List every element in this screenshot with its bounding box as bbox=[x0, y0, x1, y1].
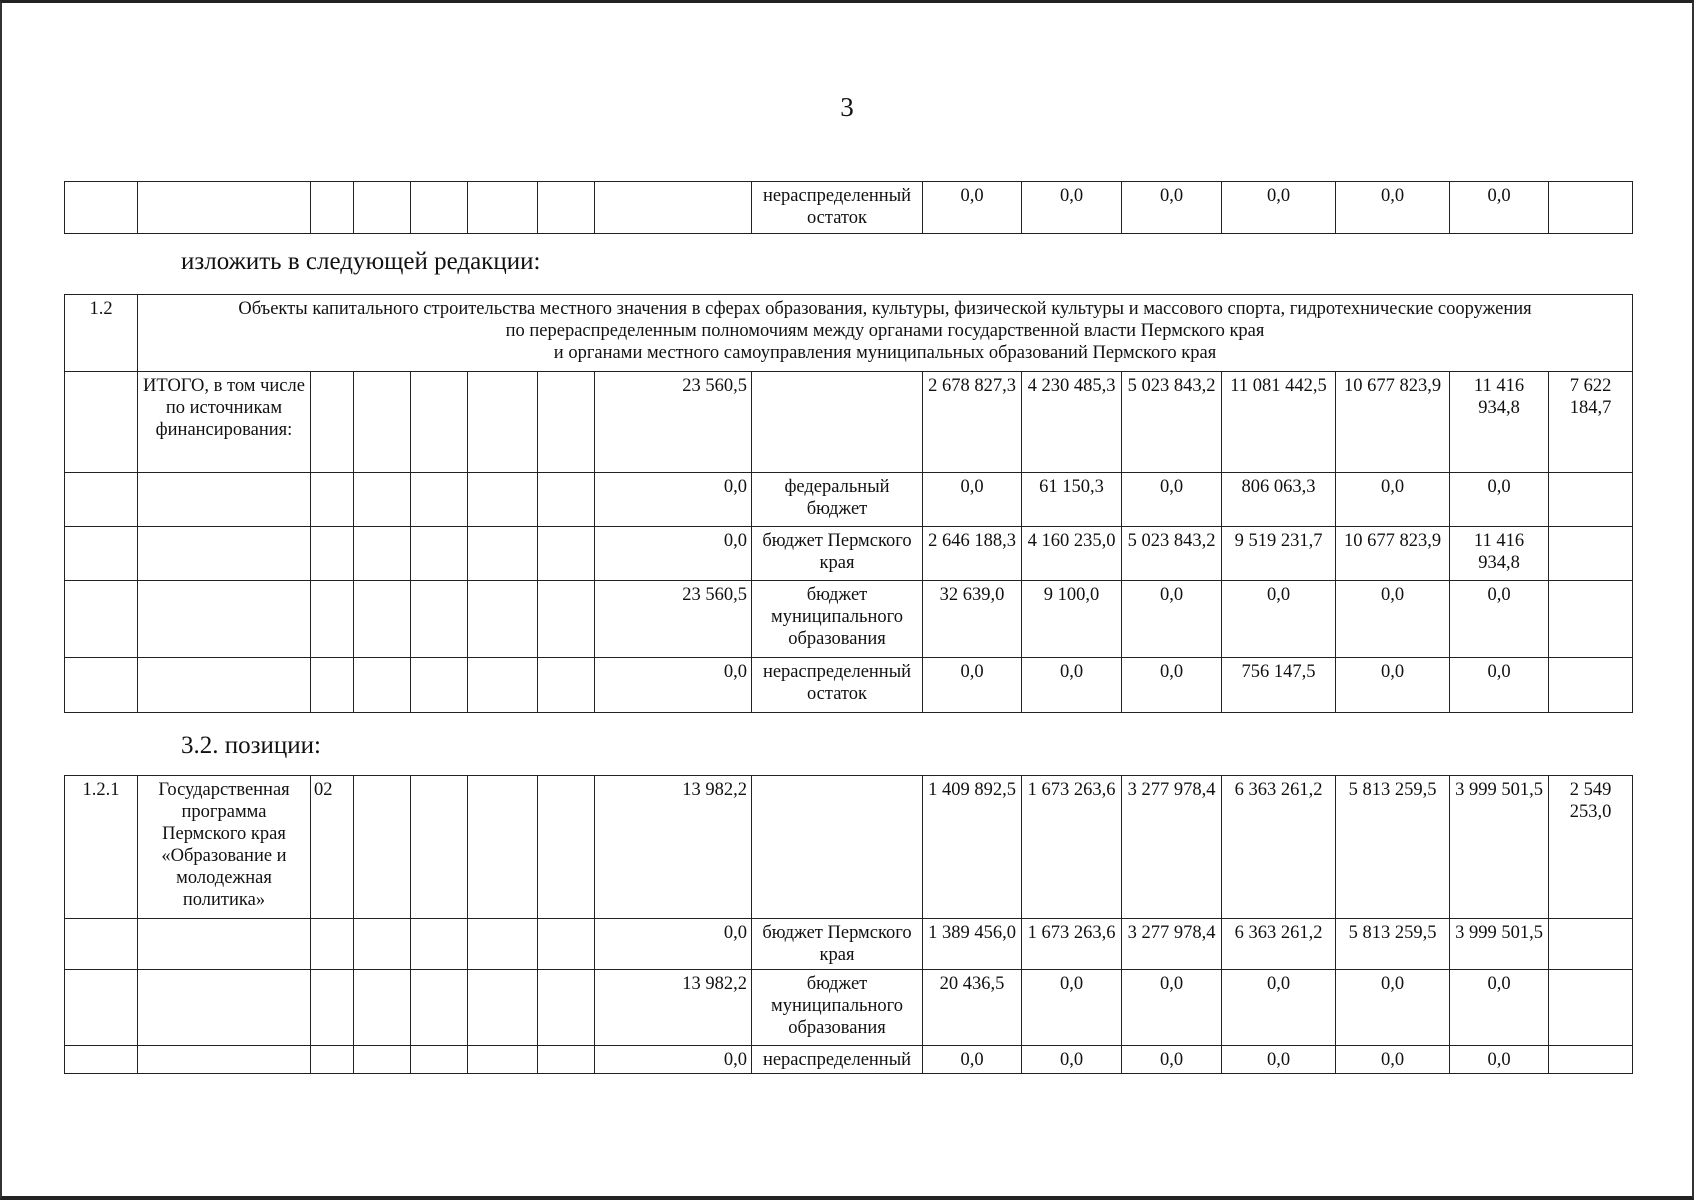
cell-value: 1 673 263,6 bbox=[1022, 776, 1122, 919]
cell-value bbox=[1549, 658, 1633, 713]
table-row bbox=[65, 372, 1633, 473]
cell-value: 5 813 259,5 bbox=[1336, 919, 1450, 970]
cell-value: 0,0 bbox=[1122, 182, 1222, 234]
cell-source: федеральный бюджет bbox=[752, 473, 923, 527]
cell-name bbox=[138, 527, 311, 581]
cell-value: 11 416 934,8 bbox=[1450, 527, 1549, 581]
cell-value: 0,0 bbox=[1450, 182, 1549, 234]
cell-value bbox=[1549, 473, 1633, 527]
title-line: Объекты капитального строительства местного значения в сферах образования, культуры, физической культуры и массового спорта, гидротехнические сооружения bbox=[238, 299, 1532, 319]
cell-value: 5 023 843,2 bbox=[1122, 527, 1222, 581]
cell-name bbox=[138, 581, 311, 658]
cell-value: 1 409 892,5 bbox=[923, 776, 1022, 919]
cell-value: 9 519 231,7 bbox=[1222, 527, 1336, 581]
cell-program-code bbox=[311, 1046, 354, 1074]
cell-value: 0,0 bbox=[923, 658, 1022, 713]
cell-value: 0,0 bbox=[1222, 1046, 1336, 1074]
cell-value: 0,0 bbox=[923, 1046, 1022, 1074]
cell-value: 10 677 823,9 bbox=[1336, 527, 1450, 581]
cell-source bbox=[752, 372, 923, 473]
table-row bbox=[65, 473, 1633, 527]
table-row bbox=[65, 581, 1633, 658]
positions-table bbox=[64, 775, 1633, 1074]
cell-blank bbox=[311, 473, 354, 527]
cell-blank bbox=[354, 658, 411, 713]
cell-blank bbox=[468, 473, 538, 527]
cell-value: 1 673 263,6 bbox=[1022, 919, 1122, 970]
cell-blank bbox=[538, 1046, 595, 1074]
cell-value: 6 363 261,2 bbox=[1222, 776, 1336, 919]
cell-value: 0,0 bbox=[1022, 182, 1122, 234]
cell-blank bbox=[468, 581, 538, 658]
instruction-heading: изложить в следующей редакции: bbox=[181, 248, 541, 275]
cell-blank bbox=[468, 1046, 538, 1074]
section-title bbox=[138, 295, 1633, 372]
cell-blank bbox=[538, 776, 595, 919]
cell-value bbox=[1549, 182, 1633, 234]
cell-value: 5 023 843,2 bbox=[1122, 372, 1222, 473]
cell-value: 0,0 bbox=[1336, 970, 1450, 1046]
cell-value: 7 622 184,7 bbox=[1549, 372, 1633, 473]
cell-value: 2 646 188,3 bbox=[923, 527, 1022, 581]
cell-value: 0,0 bbox=[1336, 473, 1450, 527]
cell-blank bbox=[354, 1046, 411, 1074]
cell-code bbox=[65, 527, 138, 581]
cell-value: 0,0 bbox=[1222, 581, 1336, 658]
cell-value: 0,0 bbox=[1022, 658, 1122, 713]
cell-value bbox=[1549, 970, 1633, 1046]
cell-code bbox=[65, 919, 138, 970]
cell-value bbox=[1549, 1046, 1633, 1074]
cell-value: 5 813 259,5 bbox=[1336, 776, 1450, 919]
cell-sum: 23 560,5 bbox=[595, 372, 752, 473]
cell-program-code: 02 bbox=[311, 776, 354, 919]
table-row bbox=[65, 776, 1633, 919]
cell-value: 10 677 823,9 bbox=[1336, 372, 1450, 473]
cell-blank bbox=[411, 527, 468, 581]
cell-code bbox=[65, 658, 138, 713]
cell-blank bbox=[538, 581, 595, 658]
cell-blank bbox=[538, 473, 595, 527]
cell-blank bbox=[411, 1046, 468, 1074]
cell-value: 0,0 bbox=[1336, 1046, 1450, 1074]
cell-blank bbox=[411, 658, 468, 713]
cell-value: 0,0 bbox=[923, 473, 1022, 527]
cell-code: 1.2.1 bbox=[65, 776, 138, 919]
section-code: 1.2 bbox=[65, 295, 138, 372]
cell-blank bbox=[311, 372, 354, 473]
cell-blank bbox=[411, 182, 468, 234]
cell-source: бюджет муниципального образования bbox=[752, 970, 923, 1046]
cell-value: 3 277 978,4 bbox=[1122, 776, 1222, 919]
cell-value: 0,0 bbox=[1122, 970, 1222, 1046]
cell-value: 11 416 934,8 bbox=[1450, 372, 1549, 473]
cell-source: бюджет Пермского края bbox=[752, 527, 923, 581]
cell-name bbox=[138, 919, 311, 970]
cell-value: 0,0 bbox=[1450, 473, 1549, 527]
cell-value: 0,0 bbox=[1336, 658, 1450, 713]
cell-value: 4 160 235,0 bbox=[1022, 527, 1122, 581]
cell-value: 32 639,0 bbox=[923, 581, 1022, 658]
cell-blank bbox=[538, 372, 595, 473]
table-row bbox=[65, 919, 1633, 970]
cell-name bbox=[138, 970, 311, 1046]
cell-blank bbox=[538, 658, 595, 713]
cell-value: 20 436,5 bbox=[923, 970, 1022, 1046]
cell-name: Государственная программа Пермского края «Образование и молодежная политика» bbox=[138, 776, 311, 919]
cell-blank bbox=[468, 372, 538, 473]
cell-value bbox=[1549, 527, 1633, 581]
cell-value: 0,0 bbox=[1450, 970, 1549, 1046]
cell-sum: 23 560,5 bbox=[595, 581, 752, 658]
cell-value: 0,0 bbox=[1336, 581, 1450, 658]
cell-blank bbox=[411, 970, 468, 1046]
cell-blank bbox=[411, 581, 468, 658]
cell-blank bbox=[538, 527, 595, 581]
cell-value: 3 999 501,5 bbox=[1450, 919, 1549, 970]
cell-program-code bbox=[311, 919, 354, 970]
cell-sum: 13 982,2 bbox=[595, 970, 752, 1046]
cell-blank bbox=[354, 581, 411, 658]
cell-blank bbox=[538, 919, 595, 970]
cell-blank bbox=[411, 776, 468, 919]
cell-value: 0,0 bbox=[1222, 970, 1336, 1046]
cell-blank bbox=[354, 919, 411, 970]
cell-blank bbox=[468, 182, 538, 234]
cell-value: 61 150,3 bbox=[1022, 473, 1122, 527]
cell-sum bbox=[595, 182, 752, 234]
title-line: и органами местного самоуправления муниципальных образований Пермского края bbox=[553, 343, 1217, 363]
cell-blank bbox=[354, 970, 411, 1046]
cell-blank bbox=[311, 182, 354, 234]
cell-code bbox=[65, 1046, 138, 1074]
cell-blank bbox=[354, 473, 411, 527]
cell-value: 9 100,0 bbox=[1022, 581, 1122, 658]
cell-blank bbox=[354, 182, 411, 234]
cell-blank bbox=[411, 473, 468, 527]
cell-name bbox=[138, 473, 311, 527]
cell-code bbox=[65, 473, 138, 527]
cell-blank bbox=[468, 970, 538, 1046]
cell-value: 806 063,3 bbox=[1222, 473, 1336, 527]
cell-blank bbox=[468, 658, 538, 713]
cell-value: 2 549 253,0 bbox=[1549, 776, 1633, 919]
cell-value bbox=[1549, 581, 1633, 658]
cell-value: 0,0 bbox=[1122, 473, 1222, 527]
cell-value: 2 678 827,3 bbox=[923, 372, 1022, 473]
cell-value: 0,0 bbox=[1222, 182, 1336, 234]
cell-value: 1 389 456,0 bbox=[923, 919, 1022, 970]
table-row bbox=[65, 527, 1633, 581]
cell-code bbox=[65, 372, 138, 473]
cell-blank bbox=[311, 527, 354, 581]
cell-value: 4 230 485,3 bbox=[1022, 372, 1122, 473]
cell-value: 6 363 261,2 bbox=[1222, 919, 1336, 970]
cell-blank bbox=[538, 182, 595, 234]
cell-blank bbox=[311, 658, 354, 713]
cell-name bbox=[138, 658, 311, 713]
section-table bbox=[64, 294, 1633, 713]
cell-name bbox=[138, 182, 311, 234]
cell-value: 0,0 bbox=[1122, 658, 1222, 713]
cell-value: 11 081 442,5 bbox=[1222, 372, 1336, 473]
cell-blank bbox=[311, 581, 354, 658]
cell-program-code bbox=[311, 970, 354, 1046]
cell-code bbox=[65, 581, 138, 658]
table-row bbox=[65, 182, 1633, 234]
cell-value: 0,0 bbox=[1122, 581, 1222, 658]
cell-value: 0,0 bbox=[1450, 581, 1549, 658]
cell-source: бюджет муниципального образования bbox=[752, 581, 923, 658]
table-row bbox=[65, 658, 1633, 713]
cell-value: 3 277 978,4 bbox=[1122, 919, 1222, 970]
cell-value: 0,0 bbox=[1450, 658, 1549, 713]
cell-blank bbox=[468, 527, 538, 581]
table-row bbox=[65, 295, 1633, 372]
cell-blank bbox=[411, 372, 468, 473]
table-row bbox=[65, 1046, 1633, 1074]
cell-blank bbox=[354, 527, 411, 581]
cell-blank bbox=[354, 776, 411, 919]
cell-value bbox=[1549, 919, 1633, 970]
cell-code bbox=[65, 182, 138, 234]
positions-heading: 3.2. позиции: bbox=[181, 732, 321, 759]
cell-sum: 0,0 bbox=[595, 919, 752, 970]
cell-sum: 0,0 bbox=[595, 527, 752, 581]
fragment-table bbox=[64, 181, 1633, 234]
cell-source: нераспределенный остаток bbox=[752, 182, 923, 234]
page-number: 3 bbox=[840, 92, 854, 122]
cell-value: 0,0 bbox=[1122, 1046, 1222, 1074]
cell-blank bbox=[411, 919, 468, 970]
cell-blank bbox=[354, 372, 411, 473]
cell-source bbox=[752, 776, 923, 919]
table-row bbox=[65, 970, 1633, 1046]
cell-sum: 13 982,2 bbox=[595, 776, 752, 919]
cell-code bbox=[65, 970, 138, 1046]
cell-value: 0,0 bbox=[1336, 182, 1450, 234]
cell-name: ИТОГО, в том числе по источникам финансирования: bbox=[138, 372, 311, 473]
cell-blank bbox=[538, 970, 595, 1046]
cell-source: нераспределенный bbox=[752, 1046, 923, 1074]
cell-value: 3 999 501,5 bbox=[1450, 776, 1549, 919]
cell-sum: 0,0 bbox=[595, 658, 752, 713]
cell-source: нераспределенный остаток bbox=[752, 658, 923, 713]
title-line: по перераспределенным полномочиям между органами государственной власти Пермского края bbox=[505, 321, 1265, 341]
cell-blank bbox=[468, 919, 538, 970]
cell-name bbox=[138, 1046, 311, 1074]
cell-value: 0,0 bbox=[1022, 1046, 1122, 1074]
cell-blank bbox=[468, 776, 538, 919]
cell-value: 0,0 bbox=[1022, 970, 1122, 1046]
cell-value: 0,0 bbox=[1450, 1046, 1549, 1074]
cell-sum: 0,0 bbox=[595, 1046, 752, 1074]
cell-value: 0,0 bbox=[923, 182, 1022, 234]
cell-source: бюджет Пермского края bbox=[752, 919, 923, 970]
cell-value: 756 147,5 bbox=[1222, 658, 1336, 713]
cell-sum: 0,0 bbox=[595, 473, 752, 527]
